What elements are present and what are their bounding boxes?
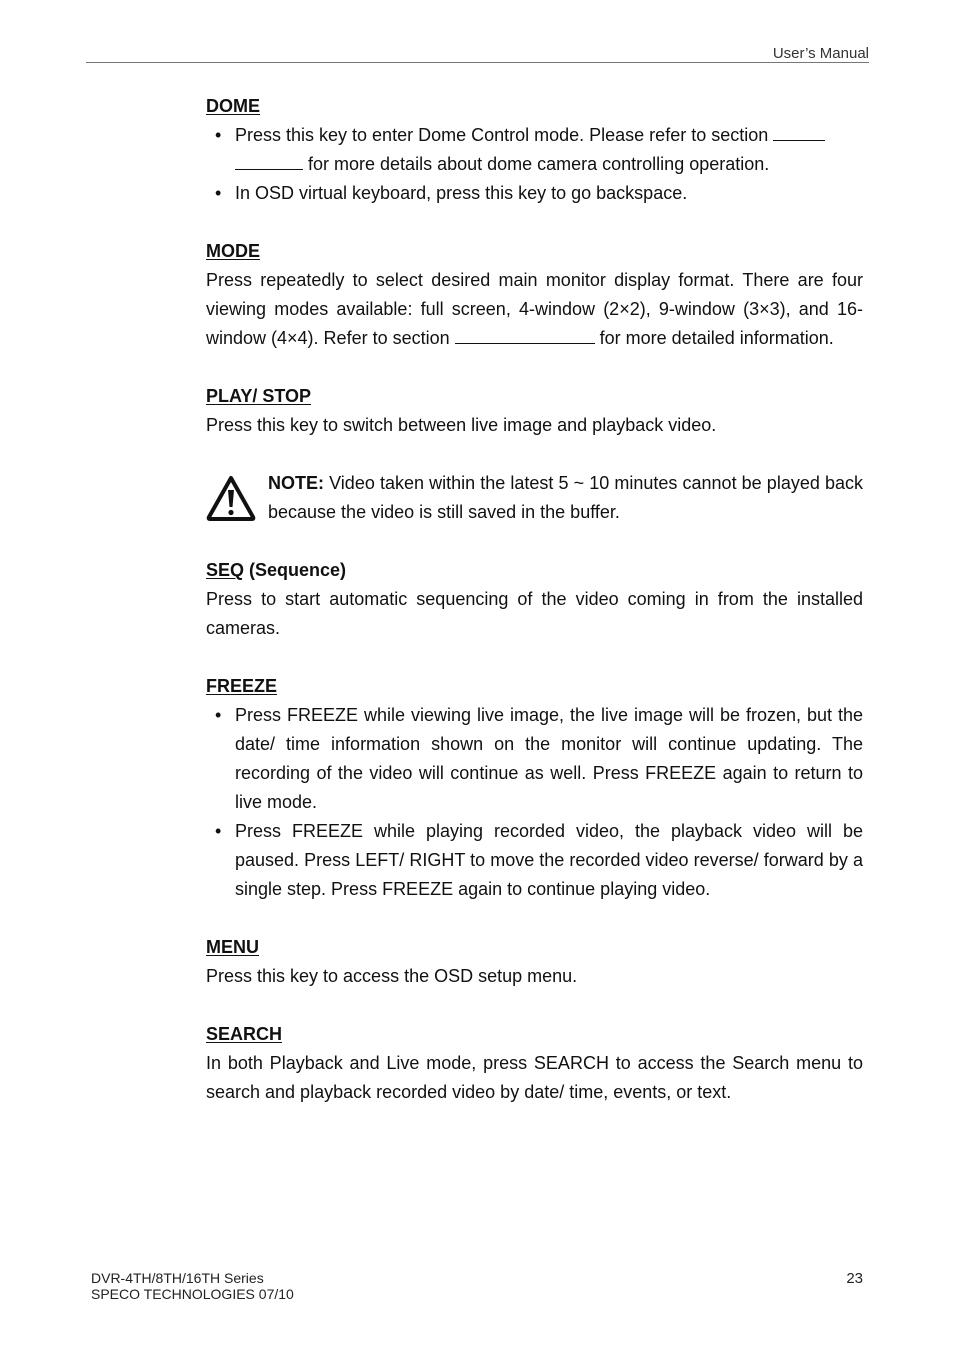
section-play-stop bbox=[206, 382, 863, 440]
page-number: 23 bbox=[846, 1270, 863, 1287]
section-reference-blank bbox=[455, 325, 595, 344]
footer-series: DVR-4TH/8TH/16TH Series bbox=[91, 1270, 264, 1286]
section-search bbox=[206, 1020, 863, 1107]
header-divider bbox=[86, 62, 869, 63]
section-reference-blank bbox=[235, 151, 303, 170]
section-heading-menu: MENU bbox=[206, 937, 259, 957]
section-heading-search: SEARCH bbox=[206, 1024, 283, 1044]
section-reference-blank bbox=[773, 122, 825, 141]
section-menu bbox=[206, 933, 863, 991]
section-dome bbox=[206, 92, 863, 208]
list-item: • Press this key to enter Dome Control mode. Please refer to section for more details about dome camera controlling operation. bbox=[206, 121, 863, 179]
list-item: • Press FREEZE while playing recorded video, the playback video will be paused. Press LEFT/ RIGHT to move the recorded video reverse/ forward by a single step. Press FREEZE again to continue playing video. bbox=[206, 817, 863, 904]
section-mode bbox=[206, 237, 863, 353]
list-item: • Press FREEZE while viewing live image, the live image will be frozen, but the date/ time information shown on the monitor will continue updating. The recording of the video will continue as well. Press FREEZE again to return to live mode. bbox=[206, 701, 863, 817]
mode-description: Press repeatedly to select desired main monitor display format. There are four viewing modes available: full screen, 4-window (2×2), 9-window (3×3), and 16-window (4×4). Refer to section for more detailed information. bbox=[206, 270, 863, 348]
page-content bbox=[206, 92, 863, 1136]
warning-triangle-icon bbox=[206, 475, 256, 521]
section-seq bbox=[206, 556, 863, 643]
dome-bullet-list bbox=[206, 121, 863, 208]
section-heading-freeze: FREEZE bbox=[206, 676, 278, 696]
note-block bbox=[206, 469, 863, 527]
section-heading-seq: SEQ (Sequence) bbox=[206, 560, 347, 580]
footer-company: SPECO TECHNOLOGIES 07/10 bbox=[91, 1286, 294, 1302]
menu-description: Press this key to access the OSD setup menu. bbox=[206, 966, 578, 986]
freeze-bullet-list bbox=[206, 701, 863, 904]
note-text: NOTE: Video taken within the latest 5 ~ 10 minutes cannot be played back because the video is still saved in the buffer. bbox=[268, 473, 863, 522]
list-item: • In OSD virtual keyboard, press this key to go backspace. bbox=[206, 179, 863, 208]
section-heading-dome: DOME bbox=[206, 96, 260, 116]
section-freeze bbox=[206, 672, 863, 904]
section-heading-play-stop: PLAY/ STOP bbox=[206, 386, 312, 406]
play-stop-description: Press this key to switch between live image and playback video. bbox=[206, 415, 717, 435]
seq-description: Press to start automatic sequencing of the video coming in from the installed cameras. bbox=[206, 589, 863, 638]
section-heading-mode: MODE bbox=[206, 241, 260, 261]
footer-product-info bbox=[91, 1270, 294, 1302]
search-description: In both Playback and Live mode, press SEARCH to access the Search menu to search and playback recorded video by date/ time, events, or text. bbox=[206, 1053, 863, 1102]
header-title: User’s Manual bbox=[772, 45, 869, 62]
